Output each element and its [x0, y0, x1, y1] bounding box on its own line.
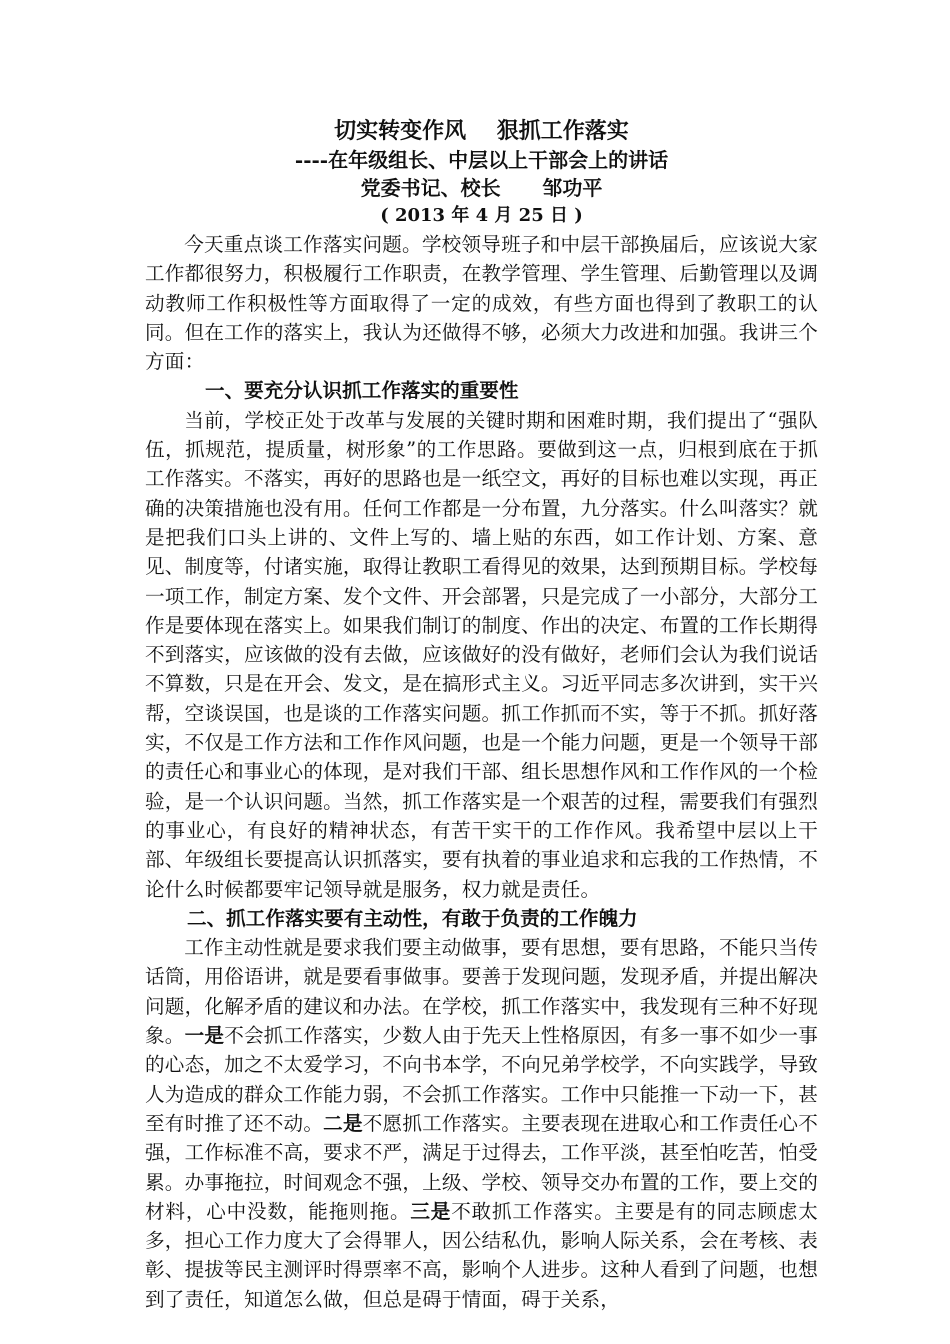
section2-text-3: 不愿抓工作落实。主要表现在进取心和工作责任心不强，工作标准不高，要求不严，满足于过得去，工作平淡，甚至怕吃苦，怕受累。办事拖拉，时间观念不强，上级、学校、领导交办布置的工作，要上交的材料，心中没数，能拖则拖。 [145, 1111, 819, 1223]
document-title: 切实转变作风 狠抓工作落实 [334, 118, 629, 144]
section1-heading: 一、要充分认识抓工作落实的重要性 [205, 379, 519, 403]
document-date: ( 2013 年 4 月 25 日 ) [380, 205, 583, 226]
section1-paragraph: 当前，学校正处于改革与发展的关键时期和困难时期，我们提出了“强队伍，抓规范，提质量，树形象”的工作思路。要做到这一点，归根到底在于抓工作落实。不落实，再好的思路也是一纸空文，再好的目标也难以实现，再正确的决策措施也没有用。任何工作都是一分布置，九分落实。什么叫落实？就是把我们口头上讲的、文件上写的、墙上贴的东西，如工作计划、方案、意见、制度等，付诸实施，取得让教职工看得见的效果，达到预期目标。学校每一项工作，制定方案、发个文件、开会部署，只是完成了一小部分，大部分工作是要体现在落实上。如果我们制订的制度、作出的决定、布置的工作长期得不到落实，应该做的没有去做，应该做好的没有做好，老师们会认为我们说话不算数，只是在开会、发文，是在搞形式主义。习近平同志多次讲到，实干兴帮，空谈误国，也是谈的工作落实问题。抓工作抓而不实，等于不抓。抓好落实，不仅是工作方法和工作作风问题，也是一个能力问题，更是一个领导干部的责任心和事业心的体现，是对我们干部、组长思想作风和工作作风的一个检验，是一个认识问题。当然，抓工作落实是一个艰苦的过程，需要我们有强烈的事业心，有良好的精神状态，有苦干实干的工作作风。我希望中层以上干部、年级组长要提高认识抓落实，要有执着的事业追求和忘我的工作热情，不论什么时候都要牢记领导就是服务，权力就是责任。 [145, 408, 818, 901]
section2-text-2: 不会抓工作落实，少数人由于先天上性格原因，有多一事不如少一事的心态，加之不太爱学习，不向书本学，不向兄弟学校学，不向实践学，导致人为造成的群众工作能力弱，不会抓工作落实。工作中只能推一下动一下，甚至有时推了还不动。 [145, 1024, 818, 1135]
section2-text-4: 不敢抓工作落实。主要是有的同志顾虑太多，担心工作力度大了会得罪人，因公结私仇，影响人际关系，会在考核、表彰、提拔等民主测评时得票率不高，影响个人进步。这种人看到了问题，也想到了责任，知道怎么做，但总是碍于情面，碍于关系， [145, 1199, 818, 1311]
document-page [145, 116, 818, 1314]
keyword-third: 三是 [410, 1199, 452, 1223]
section2-heading: 二、抓工作落实要有主动性，有敢于负责的工作魄力 [187, 906, 638, 930]
section2-paragraph [145, 933, 818, 1314]
author-line: 党委书记、校长 邹功平 [360, 176, 603, 200]
keyword-second: 二是 [323, 1111, 363, 1135]
section2-text-1: 工作主动性就是要求我们要主动做事，要有思想，要有思路，不能只当传话筒，用俗语讲，就是要看事做事。要善于发现问题，发现矛盾，并提出解决问题，化解矛盾的建议和办法。在学校，抓工作落实中，我发现有三种不好现象。 [145, 936, 818, 1048]
keyword-first: 一是 [184, 1024, 225, 1048]
document-subtitle: ----在年级组长、中层以上干部会上的讲话 [294, 148, 669, 172]
intro-paragraph: 今天重点谈工作落实问题。学校领导班子和中层干部换届后，应该说大家工作都很努力，积极履行工作职责，在教学管理、学生管理、后勤管理以及调动教师工作积极性等方面取得了一定的成效，有些方面也得到了教职工的认同。但在工作的落实上，我认为还做得不够，必须大力改进和加强。我讲三个方面： [145, 233, 818, 374]
